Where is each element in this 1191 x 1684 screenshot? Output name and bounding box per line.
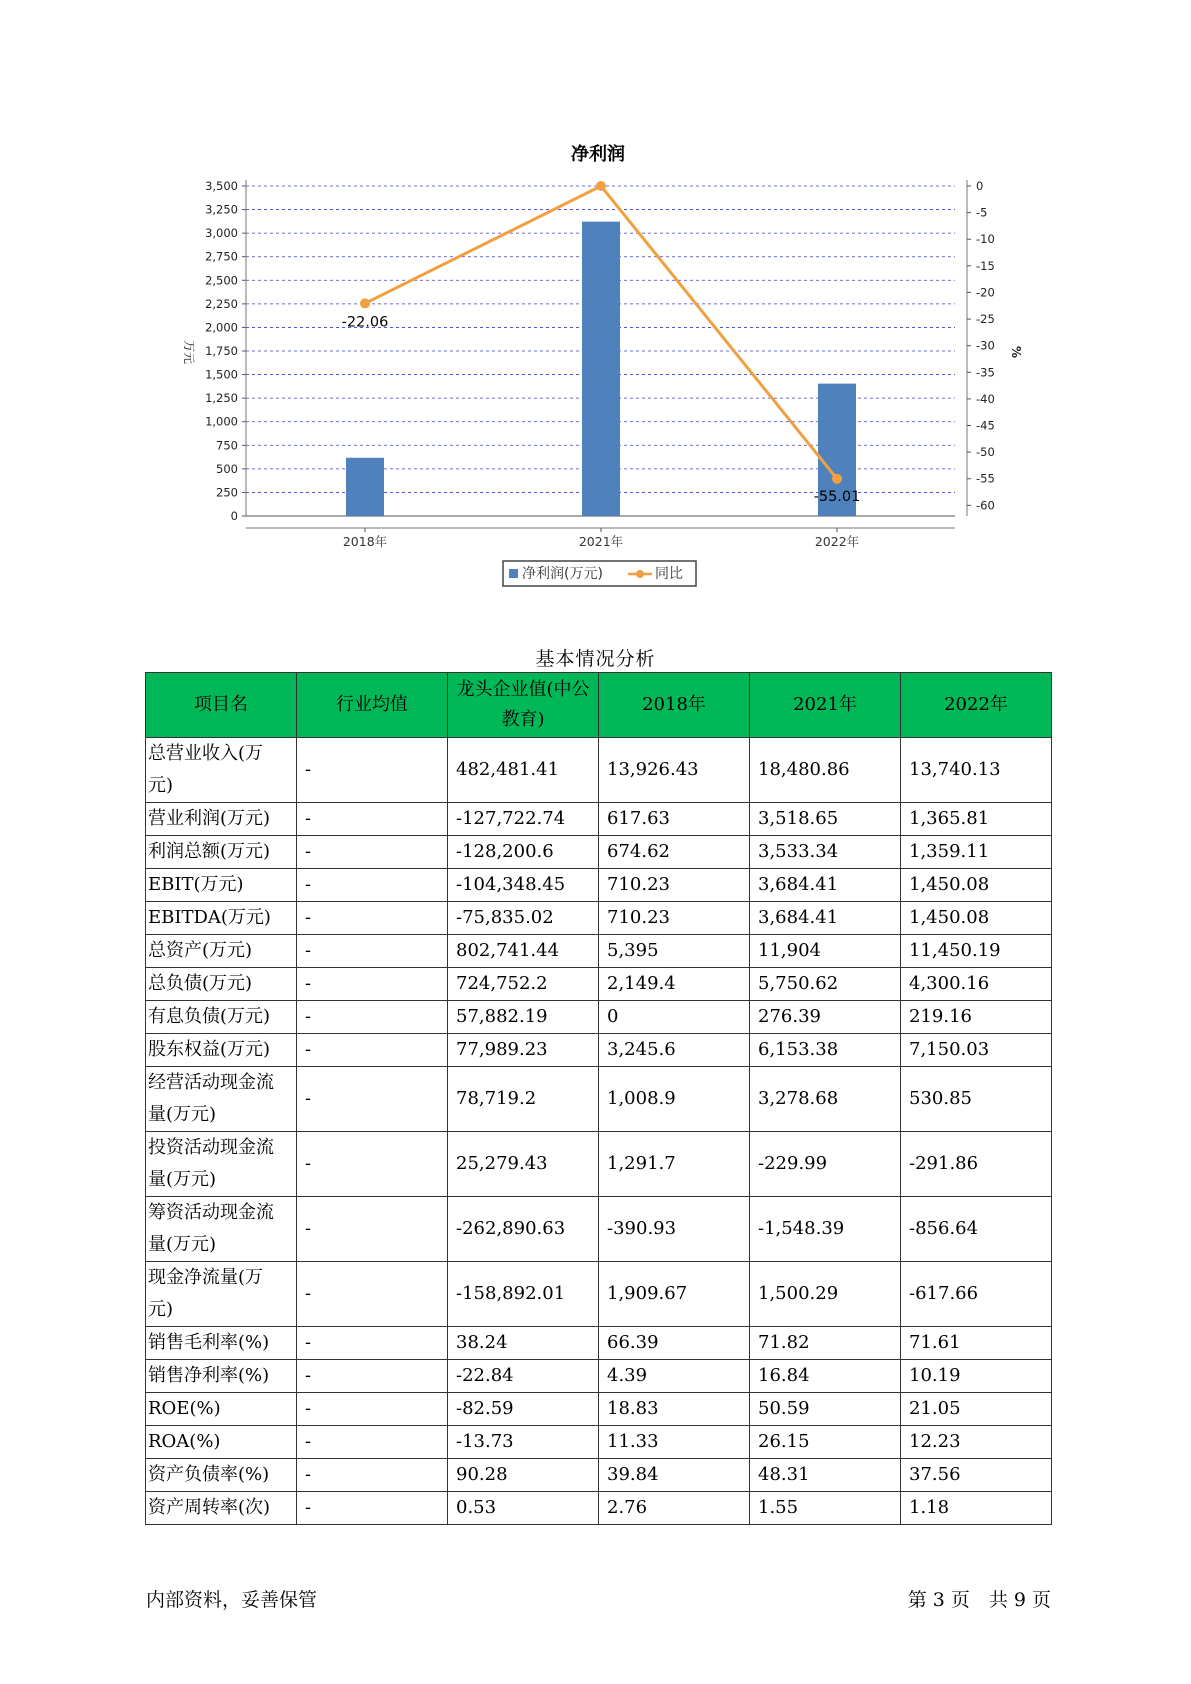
table-cell: 13,926.43 (599, 738, 750, 803)
page-suffix: 页 (1031, 1589, 1051, 1611)
table-row (146, 803, 1052, 836)
right-axis-title: % (1009, 345, 1023, 359)
table-cell: 11,450.19 (901, 935, 1052, 968)
yoy-point (360, 298, 370, 308)
table-cell: 37.56 (901, 1459, 1052, 1492)
table-cell: - (297, 1262, 448, 1327)
left-axis-title: 万元 (182, 339, 196, 365)
table-row (146, 1001, 1052, 1034)
table-cell: 90.28 (448, 1459, 599, 1492)
header-leader: 龙头企业值(中公教育) (448, 673, 599, 738)
table-cell: 3,518.65 (750, 803, 901, 836)
table-cell: 66.39 (599, 1327, 750, 1360)
table-cell: - (297, 1459, 448, 1492)
table-cell: 3,684.41 (750, 902, 901, 935)
yoy-data-label: -55.01 (813, 488, 861, 505)
table-cell: 3,245.6 (599, 1034, 750, 1067)
table-cell: -104,348.45 (448, 869, 599, 902)
table-cell: 0.53 (448, 1492, 599, 1525)
table-cell: 276.39 (750, 1001, 901, 1034)
table-cell: -617.66 (901, 1262, 1052, 1327)
x-tick-label: 2021年 (578, 534, 624, 549)
row-name: 总营业收入(万元) (146, 738, 297, 803)
table-row (146, 1132, 1052, 1197)
right-tick-label: -60 (976, 498, 995, 513)
bar-2021年 (582, 222, 620, 516)
table-row (146, 1262, 1052, 1327)
table-cell: 12.23 (901, 1426, 1052, 1459)
right-tick-label: -40 (976, 391, 995, 406)
table-cell: 39.84 (599, 1459, 750, 1492)
yoy-point (596, 181, 606, 191)
left-tick-label: 1,250 (205, 391, 238, 406)
table-cell: -1,548.39 (750, 1197, 901, 1262)
chart-title: 净利润 (571, 144, 625, 165)
header-name: 项目名 (146, 673, 297, 738)
table-cell: - (297, 1426, 448, 1459)
right-tick-label: -30 (976, 338, 995, 353)
table-cell: - (297, 968, 448, 1001)
table-cell: -128,200.6 (448, 836, 599, 869)
table-header-row (146, 673, 1052, 738)
table-row (146, 1034, 1052, 1067)
x-tick-label: 2018年 (342, 534, 388, 549)
legend-bar-swatch (509, 569, 518, 578)
table-cell: -13.73 (448, 1426, 599, 1459)
row-name: 营业利润(万元) (146, 803, 297, 836)
table-row (146, 869, 1052, 902)
row-name: 利润总额(万元) (146, 836, 297, 869)
table-cell: 674.62 (599, 836, 750, 869)
table-cell: 1,291.7 (599, 1132, 750, 1197)
row-name: ROA(%) (146, 1426, 297, 1459)
bar-2018年 (346, 458, 384, 516)
left-tick-label: 1,750 (205, 344, 238, 358)
table-cell: -856.64 (901, 1197, 1052, 1262)
table-row (146, 1426, 1052, 1459)
page-prefix: 第 (907, 1589, 927, 1611)
header-industry-avg: 行业均值 (297, 673, 448, 738)
row-name: 资产周转率(次) (146, 1492, 297, 1525)
left-tick-label: 1,500 (205, 367, 238, 382)
row-name: 现金净流量(万元) (146, 1262, 297, 1327)
table-row (146, 1327, 1052, 1360)
table-cell: 71.61 (901, 1327, 1052, 1360)
table-cell: 11.33 (599, 1426, 750, 1459)
table-cell: 7,150.03 (901, 1034, 1052, 1067)
right-tick-label: -45 (976, 418, 995, 433)
right-tick-label: -55 (976, 471, 995, 486)
table-cell: 10.19 (901, 1360, 1052, 1393)
table-row (146, 1492, 1052, 1525)
table-cell: 2.76 (599, 1492, 750, 1525)
table-cell: 1,365.81 (901, 803, 1052, 836)
table-cell: 57,882.19 (448, 1001, 599, 1034)
table-cell: 38.24 (448, 1327, 599, 1360)
left-tick-label: 3,500 (205, 179, 238, 193)
table-cell: - (297, 738, 448, 803)
table-cell: -75,835.02 (448, 902, 599, 935)
table-cell: - (297, 869, 448, 902)
table-cell: 48.31 (750, 1459, 901, 1492)
header-2022: 2022年 (901, 673, 1052, 738)
table-cell: -82.59 (448, 1393, 599, 1426)
left-tick-label: 250 (216, 485, 238, 500)
table-cell: 18,480.86 (750, 738, 901, 803)
table-cell: 530.85 (901, 1067, 1052, 1132)
yoy-data-label: -22.06 (341, 314, 389, 331)
table-cell: 710.23 (599, 902, 750, 935)
table-cell: - (297, 803, 448, 836)
footer-note: 内部资料，妥善保管 (146, 1589, 318, 1611)
table-cell: 617.63 (599, 803, 750, 836)
row-name: 总资产(万元) (146, 935, 297, 968)
table-cell: 724,752.2 (448, 968, 599, 1001)
table-cell: - (297, 836, 448, 869)
table-cell: - (297, 935, 448, 968)
right-tick-label: 0 (976, 179, 984, 193)
left-tick-label: 2,250 (205, 296, 238, 311)
table-cell: 710.23 (599, 869, 750, 902)
table-cell: 1.18 (901, 1492, 1052, 1525)
left-tick-label: 2,000 (205, 320, 238, 335)
table-cell: - (297, 1001, 448, 1034)
table-cell: 4,300.16 (901, 968, 1052, 1001)
table-cell: 1,008.9 (599, 1067, 750, 1132)
right-tick-label: -35 (976, 365, 995, 380)
table-row (146, 738, 1052, 803)
table-cell: - (297, 1197, 448, 1262)
yoy-point (832, 474, 842, 484)
table-cell: 77,989.23 (448, 1034, 599, 1067)
right-tick-label: -5 (976, 205, 988, 220)
left-tick-label: 500 (216, 461, 238, 476)
table-cell: 11,904 (750, 935, 901, 968)
row-name: 销售毛利率(%) (146, 1327, 297, 1360)
page-current: 3 (932, 1589, 945, 1611)
header-2021: 2021年 (750, 673, 901, 738)
table-cell: -390.93 (599, 1197, 750, 1262)
header-2018: 2018年 (599, 673, 750, 738)
legend-bar-label: 净利润(万元) (522, 566, 603, 582)
page-number (908, 1585, 1051, 1612)
table-cell: -127,722.74 (448, 803, 599, 836)
table-row (146, 935, 1052, 968)
table-cell: 0 (599, 1001, 750, 1034)
table-cell: 13,740.13 (901, 738, 1052, 803)
right-tick-label: -25 (976, 312, 995, 327)
left-tick-label: 0 (230, 509, 238, 523)
table-cell: - (297, 1360, 448, 1393)
row-name: 筹资活动现金流量(万元) (146, 1197, 297, 1262)
table-cell: 482,481.41 (448, 738, 599, 803)
table-cell: 21.05 (901, 1393, 1052, 1426)
table-cell: - (297, 1034, 448, 1067)
right-tick-label: -20 (976, 285, 995, 300)
row-name: 资产负债率(%) (146, 1459, 297, 1492)
table-cell: -158,892.01 (448, 1262, 599, 1327)
left-tick-label: 3,250 (205, 202, 238, 217)
left-tick-label: 2,500 (205, 273, 238, 288)
left-tick-label: 1,000 (205, 414, 238, 429)
legend-line-marker (636, 570, 644, 578)
table-cell: -22.84 (448, 1360, 599, 1393)
right-tick-label: -50 (976, 445, 995, 460)
x-tick-label: 2022年 (814, 534, 860, 549)
table-cell: 1,450.08 (901, 902, 1052, 935)
table-cell: 5,395 (599, 935, 750, 968)
row-name: EBIT(万元) (146, 869, 297, 902)
table-cell: - (297, 902, 448, 935)
table-cell: 3,278.68 (750, 1067, 901, 1132)
table-cell: 78,719.2 (448, 1067, 599, 1132)
table-caption: 基本情况分析 (535, 648, 656, 670)
table-row (146, 1459, 1052, 1492)
row-name: 销售净利率(%) (146, 1360, 297, 1393)
table-cell: - (297, 1393, 448, 1426)
table-cell: 50.59 (750, 1393, 901, 1426)
table-cell: 2,149.4 (599, 968, 750, 1001)
table-cell: 4.39 (599, 1360, 750, 1393)
table-cell: 26.15 (750, 1426, 901, 1459)
table-row (146, 1393, 1052, 1426)
table-cell: 25,279.43 (448, 1132, 599, 1197)
table-cell: 71.82 (750, 1327, 901, 1360)
table-cell: -291.86 (901, 1132, 1052, 1197)
left-tick-label: 750 (216, 438, 238, 453)
table-row (146, 1067, 1052, 1132)
row-name: ROE(%) (146, 1393, 297, 1426)
table-cell: 3,684.41 (750, 869, 901, 902)
table-cell: 1,359.11 (901, 836, 1052, 869)
right-tick-label: -15 (976, 258, 995, 273)
table-cell: - (297, 1067, 448, 1132)
table-row (146, 1197, 1052, 1262)
page-total: 9 (1013, 1589, 1026, 1611)
table-cell: - (297, 1492, 448, 1525)
table-cell: 6,153.38 (750, 1034, 901, 1067)
table-row (146, 836, 1052, 869)
table-row (146, 1360, 1052, 1393)
page-mid: 页 共 (950, 1589, 1008, 1611)
table-cell: 16.84 (750, 1360, 901, 1393)
table-cell: 1,450.08 (901, 869, 1052, 902)
table-cell: 18.83 (599, 1393, 750, 1426)
table-cell: 1,909.67 (599, 1262, 750, 1327)
table-cell: -229.99 (750, 1132, 901, 1197)
net-profit-chart (0, 0, 1191, 600)
legend-line-label: 同比 (655, 566, 683, 582)
table-row (146, 902, 1052, 935)
row-name: 有息负债(万元) (146, 1001, 297, 1034)
row-name: 股东权益(万元) (146, 1034, 297, 1067)
row-name: 总负债(万元) (146, 968, 297, 1001)
table-cell: - (297, 1327, 448, 1360)
table-row (146, 968, 1052, 1001)
left-tick-label: 3,000 (205, 226, 238, 241)
right-tick-label: -10 (976, 232, 995, 247)
row-name: 投资活动现金流量(万元) (146, 1132, 297, 1197)
table-cell: 219.16 (901, 1001, 1052, 1034)
table-cell: 5,750.62 (750, 968, 901, 1001)
table-cell: 3,533.34 (750, 836, 901, 869)
table-cell: 1.55 (750, 1492, 901, 1525)
row-name: 经营活动现金流量(万元) (146, 1067, 297, 1132)
table-cell: -262,890.63 (448, 1197, 599, 1262)
table-cell: - (297, 1132, 448, 1197)
row-name: EBITDA(万元) (146, 902, 297, 935)
left-tick-label: 2,750 (205, 249, 238, 264)
analysis-table (145, 672, 1052, 1525)
table-cell: 1,500.29 (750, 1262, 901, 1327)
table-cell: 802,741.44 (448, 935, 599, 968)
